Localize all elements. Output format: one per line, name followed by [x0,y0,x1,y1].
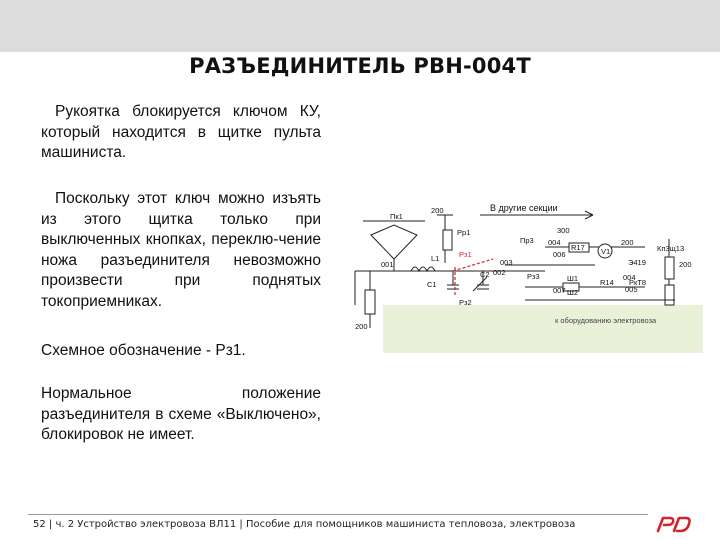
note-text: к оборудованию электровоза [555,316,657,325]
paragraph-key-removal: Поскольку этот ключ можно изъять из этого щитка только при выключенных кнопках, переклю-чение ножа разъединителя невозможно произвести при поднятых токоприемниках. [41,190,321,310]
label-004b: 004 [623,273,636,282]
label-l1: L1 [431,254,440,263]
label-200-r2: 200 [679,260,692,269]
label-sh2: Ш2 [567,288,579,297]
paragraph-designation: Схемное обозначение - Рз1. [41,342,246,359]
label-rp1: Рр1 [457,228,471,237]
label-007: 007 [553,286,566,295]
label-006: 006 [553,250,566,259]
label-e419: Э419 [628,258,646,267]
page-title: РАЗЪЕДИНИТЕЛЬ РВН-004Т [189,54,531,78]
label-sh1: Ш1 [567,274,579,283]
label-200-bottom: 200 [355,322,368,331]
label-r14: R14 [600,278,614,287]
top-band [0,0,720,52]
label-c2: C2 [480,270,490,279]
circuit-diagram [345,195,707,355]
label-v1: V1 [601,247,611,256]
rzd-logo-icon [655,514,695,534]
label-c1: C1 [427,280,437,289]
label-200-r: 200 [621,238,634,247]
label-rkt8: РкТ8 [629,278,647,287]
label-r17: R17 [571,243,585,252]
label-pz1: Рз1 [459,250,472,259]
label-200-top: 200 [431,206,444,215]
footer-text: 52 | ч. 2 Устройство электровоза ВЛ11 | Пособие для помощников машиниста тепловоза, электровоза [33,519,576,530]
footer-divider [28,514,648,515]
label-other-sections: В другие секции [490,203,558,213]
label-pz3: Пр3 [520,236,534,245]
note-box [383,305,703,353]
label-pk1: Пк1 [390,212,403,221]
label-kp3sch13: Кп3щ13 [657,244,685,253]
label-pz3b: Рз3 [527,272,540,281]
label-002: 002 [493,268,506,277]
label-300: 300 [557,226,570,235]
label-004: 004 [548,238,561,247]
paragraph-normal-position: Нормальное положение разъединителя в схеме «Выключено», блокировок не имеет. [41,385,321,443]
paragraph-key-lock: Рукоятка блокируется ключом КУ, который находится в щитке пульта машиниста. [41,103,321,161]
label-003: 003 [500,258,513,267]
label-001: 001 [381,260,394,269]
label-005: 005 [625,285,638,294]
label-pz2: Рз2 [459,298,472,307]
